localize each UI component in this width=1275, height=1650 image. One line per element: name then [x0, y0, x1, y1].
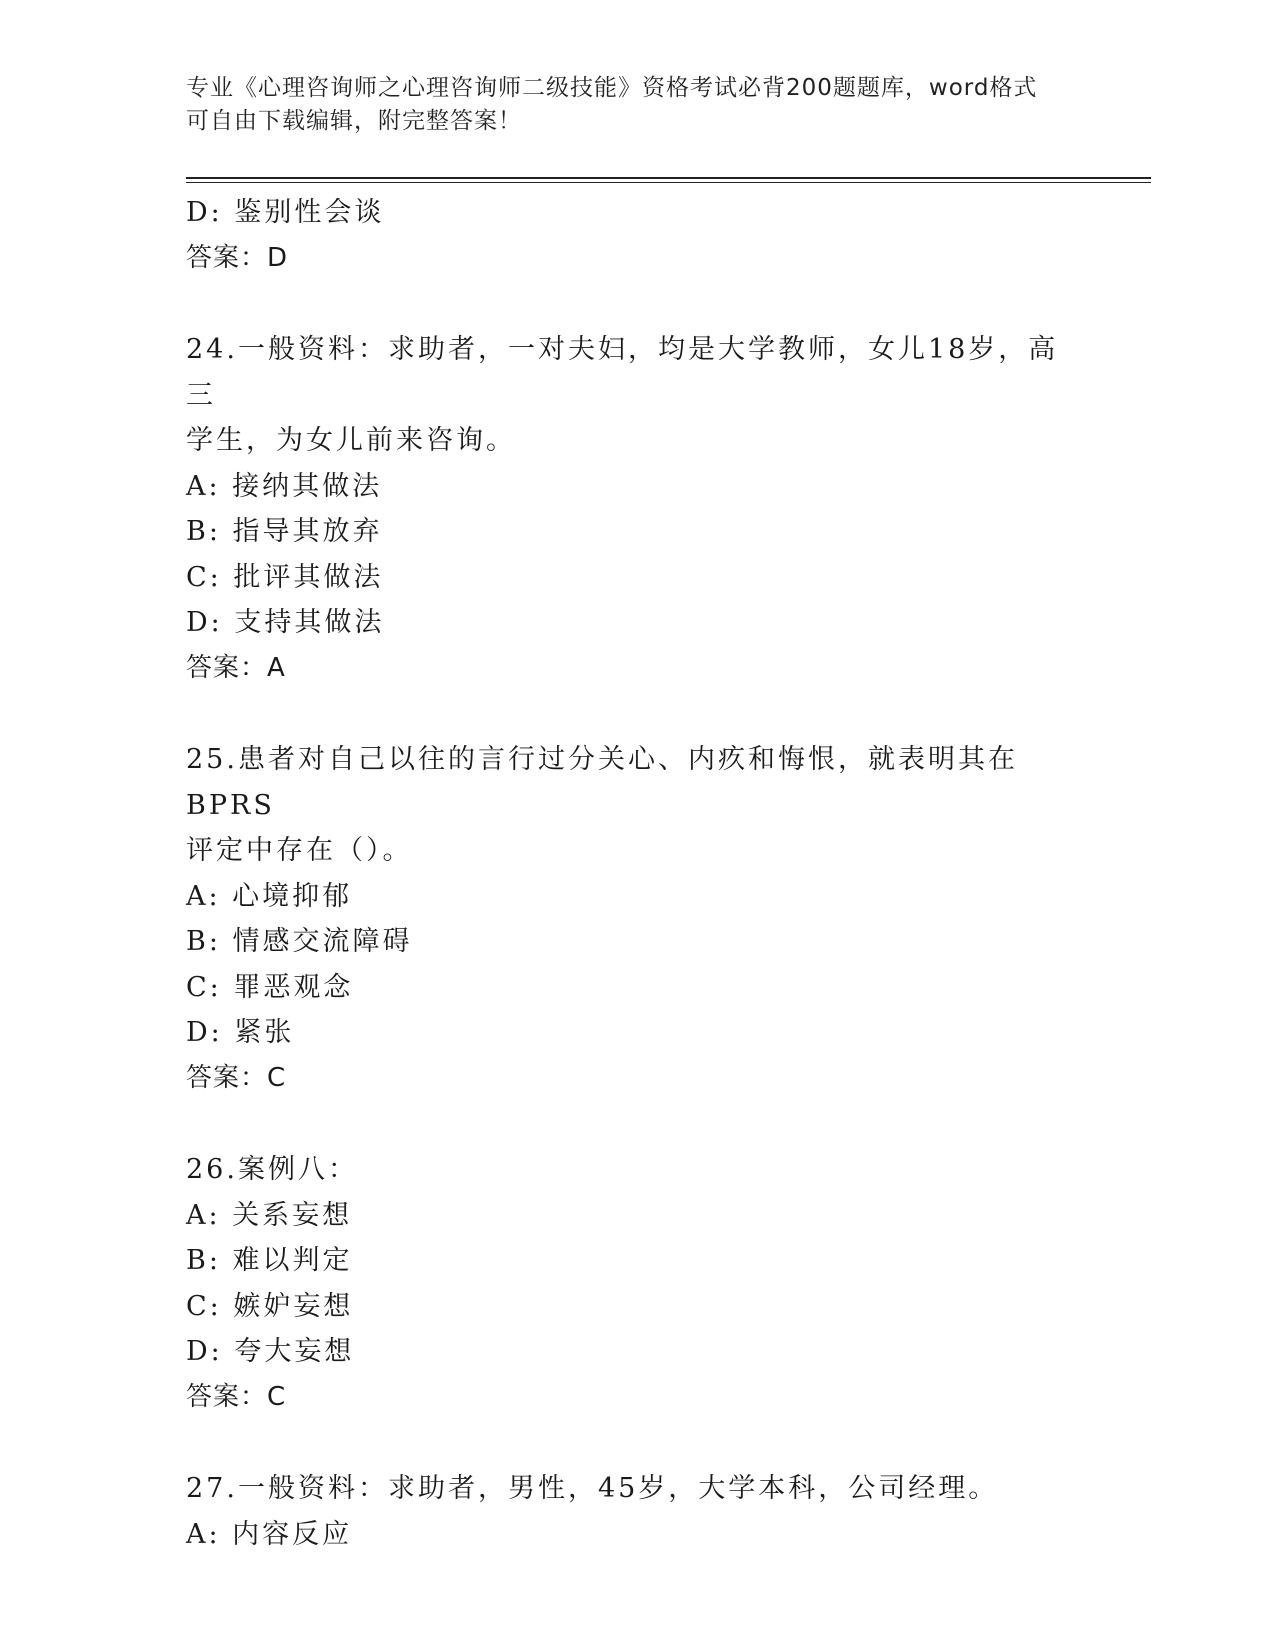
spacer — [186, 1101, 1086, 1147]
question-25-option-b: B: 情感交流障碍 — [186, 926, 413, 957]
spacer — [186, 691, 1086, 737]
question-25-option-d: D: 紧张 — [186, 1017, 295, 1048]
header-title-line-2: 可自由下载编辑，附完整答案！ — [186, 108, 522, 134]
question-26 — [186, 1147, 1086, 1420]
question-27-text-line-1: 27.一般资料：求助者，男性，45岁，大学本科，公司经理。 — [186, 1473, 999, 1504]
question-27-option-a: A: 内容反应 — [186, 1518, 353, 1550]
spacer — [186, 281, 1086, 327]
question-26-option-a: A: 关系妄想 — [186, 1199, 353, 1231]
header-divider-thick — [186, 177, 1151, 179]
question-25-text-line-1: 25.患者对自己以往的言行过分关心、内疚和悔恨，就表明其在BPRS — [186, 744, 1018, 821]
question-24-option-c: C: 批评其做法 — [186, 561, 384, 593]
question-24-option-b: B: 指导其放弃 — [186, 516, 383, 547]
question-25-option-a: A: 心境抑郁 — [186, 880, 353, 912]
question-25-option-c: C: 罪恶观念 — [186, 971, 354, 1003]
question-24-text-line-2: 学生，为女儿前来咨询。 — [186, 425, 516, 456]
question-content — [186, 190, 1086, 1557]
question-27 — [186, 1466, 1086, 1557]
header-title-line-1: 专业《心理咨询师之心理咨询师二级技能》资格考试必背200题题库，word格式 — [186, 75, 1038, 101]
question-24-option-a: A: 接纳其做法 — [186, 470, 383, 502]
question-26-option-d: D: 夸大妄想 — [186, 1336, 355, 1367]
spacer — [186, 1420, 1086, 1466]
question-26-text-line-1: 26.案例八： — [186, 1154, 358, 1185]
question-25-answer: 答案：C — [186, 1062, 287, 1093]
document-header — [186, 72, 1066, 138]
prev-question-answer: 答案：D — [186, 242, 289, 273]
question-24-answer: 答案：A — [186, 652, 286, 683]
question-26-answer: 答案：C — [186, 1381, 287, 1412]
question-26-option-b: B: 难以判定 — [186, 1245, 353, 1276]
question-24 — [186, 327, 1086, 691]
question-24-option-d: D: 支持其做法 — [186, 607, 385, 638]
header-divider-thin — [186, 182, 1151, 183]
question-26-option-c: C: 嫉妒妄想 — [186, 1290, 354, 1322]
prev-question-option-d: D: 鉴别性会谈 — [186, 197, 385, 228]
question-25 — [186, 737, 1086, 1101]
question-24-text-line-1: 24.一般资料：求助者，一对夫妇，均是大学教师，女儿18岁，高三 — [186, 334, 1059, 411]
question-25-text-line-2: 评定中存在（）。 — [186, 835, 413, 866]
